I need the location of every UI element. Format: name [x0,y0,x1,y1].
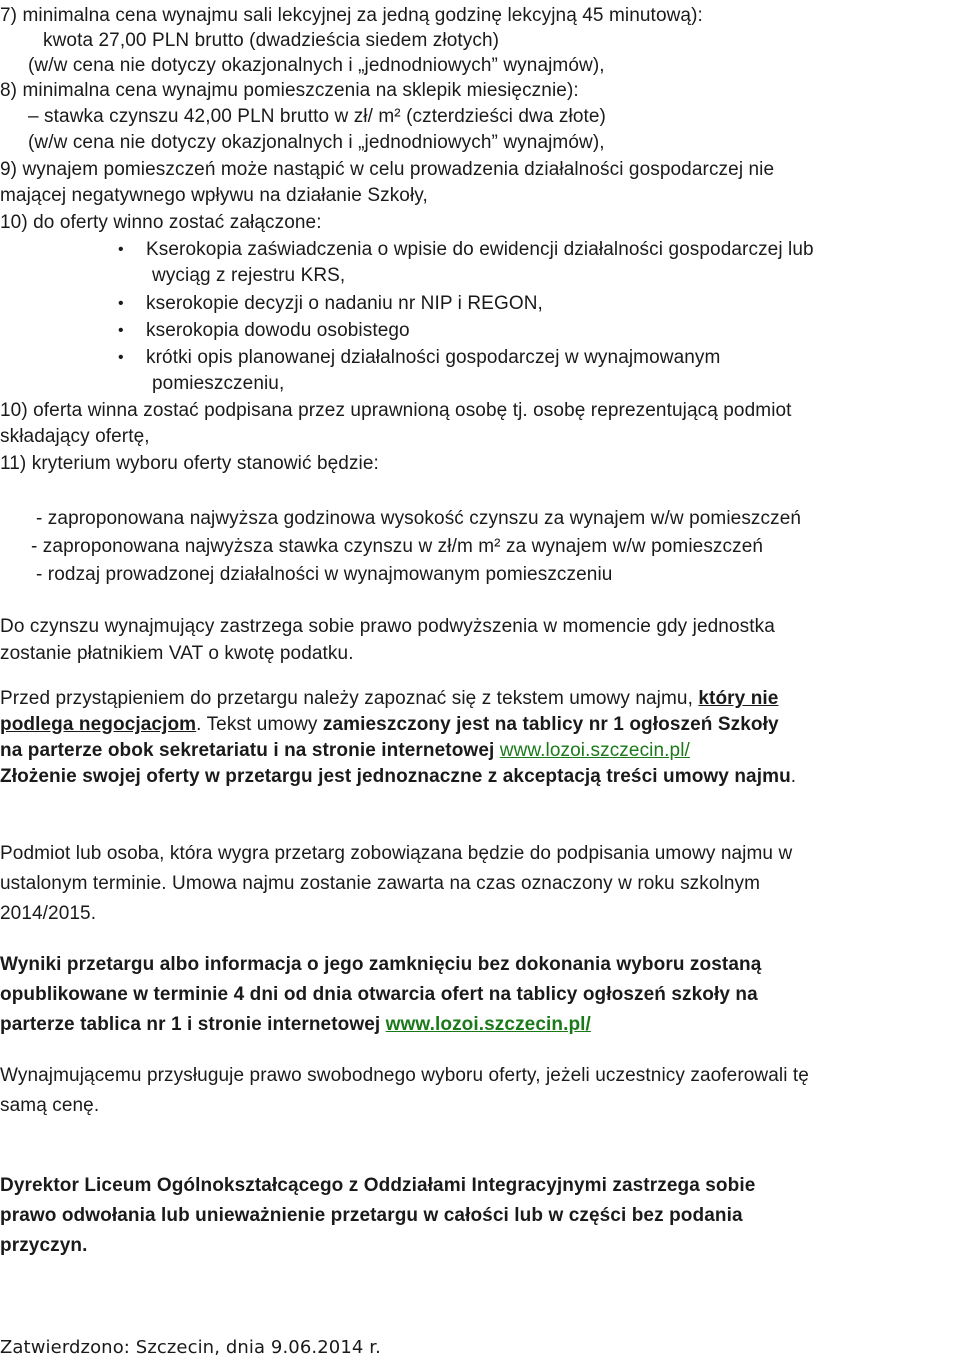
item-10-heading: 10) do oferty winno zostać załączone: [0,212,322,233]
school-website-link[interactable]: www.lozoi.szczecin.pl/ [385,1014,591,1035]
attachment-item: krótki opis planowanej działalności gospodarczej w wynajmowanym [146,347,721,368]
vat-line-2: zostanie płatnikiem VAT o kwotę podatku. [0,643,354,664]
approval-note: Zatwierdzono: Szczecin, dnia 9.06.2014 r. [0,1337,381,1358]
bullet-icon: • [118,241,124,258]
director-line-3: przyczyn. [0,1235,88,1256]
choice-line-2: samą cenę. [0,1095,100,1116]
contract-text: . [790,766,797,787]
contract-bold: zamieszczony jest na tablicy nr 1 ogłoszeń Szkoły [322,714,779,735]
item-7-note: (w/w cena nie dotyczy okazjonalnych i „jednodniowych” wynajmów), [28,55,605,76]
vat-line-1: Do czynszu wynajmujący zastrzega sobie prawo podwyższenia w momencie gdy jednostka [0,616,775,637]
results-line-1: Wyniki przetargu albo informacja o jego zamknięciu bez dokonania wyboru zostaną [0,954,762,975]
contract-bold: na parterze obok sekretariatu i na stronie internetowej [0,740,500,761]
item-8-heading: 8) minimalna cena wynajmu pomieszczenia na sklepik miesięcznie): [0,80,579,101]
bullet-icon: • [118,322,124,339]
school-website-link[interactable]: www.lozoi.szczecin.pl/ [499,740,690,761]
item-8-note: (w/w cena nie dotyczy okazjonalnych i „jednodniowych” wynajmów), [28,132,605,153]
contract-text: Przed przystąpieniem do przetargu należy zapoznać się z tekstem umowy najmu, [0,688,699,709]
attachment-item: kserokopia dowodu osobistego [146,320,410,341]
attachment-item: kserokopie decyzji o nadaniu nr NIP i REGON, [146,293,543,314]
contract-line-4 [0,765,796,789]
contract-line-1 [0,687,778,711]
attachment-item-cont: pomieszczeniu, [152,373,285,394]
contract-emphasis: który nie [698,688,779,709]
results-line-3 [0,1013,591,1037]
item-9-line-2: mającej negatywnego wpływu na działanie Szkoły, [0,185,428,206]
item-7-amount: kwota 27,00 PLN brutto (dwadzieścia siedem złotych) [43,30,500,51]
attachment-item-cont: wyciąg z rejestru KRS, [152,265,346,286]
winner-line-2: ustalonym terminie. Umowa najmu zostanie zawarta na czas oznaczony w roku szkolnym [0,873,761,894]
item-10b-line-2: składający ofertę, [0,426,150,447]
choice-line-1: Wynajmującemu przysługuje prawo swobodnego wyboru oferty, jeżeli uczestnicy zaoferowali tę [0,1065,809,1086]
director-line-2: prawo odwołania lub unieważnienie przetargu w całości lub w części bez podania [0,1205,743,1226]
attachment-item: Kserokopia zaświadczenia o wpisie do ewidencji działalności gospodarczej lub [146,239,814,260]
winner-line-3: 2014/2015. [0,903,97,924]
bullet-icon: • [118,349,124,366]
contract-line-2 [0,713,779,737]
bullet-icon: • [118,295,124,312]
item-11-heading: 11) kryterium wyboru oferty stanowić będzie: [0,453,379,474]
contract-bold: Złożenie swojej oferty w przetargu jest jednoznaczne z akceptacją treści umowy najmu [0,766,791,787]
criterion: - zaproponowana najwyższa godzinowa wysokość czynszu za wynajem w/w pomieszczeń [36,508,802,529]
results-text: parterze tablica nr 1 i stronie internetowej [0,1014,386,1035]
results-line-2: opublikowane w terminie 4 dni od dnia otwarcia ofert na tablicy ogłoszeń szkoły na [0,984,758,1005]
contract-text: . Tekst umowy [196,714,323,735]
criterion: - zaproponowana najwyższa stawka czynszu w zł/m m² za wynajem w/w pomieszczeń [31,536,764,557]
director-line-1: Dyrektor Liceum Ogólnokształcącego z Oddziałami Integracyjnymi zastrzega sobie [0,1175,756,1196]
contract-emphasis: podlega negocjacjom [0,714,197,735]
contract-line-3 [0,739,690,763]
item-7-heading: 7) minimalna cena wynajmu sali lekcyjnej za jedną godzinę lekcyjną 45 minutową): [0,5,703,26]
criterion: - rodzaj prowadzonej działalności w wynajmowanym pomieszczeniu [36,564,613,585]
item-9-line-1: 9) wynajem pomieszczeń może nastąpić w celu prowadzenia działalności gospodarczej nie [0,159,775,180]
winner-line-1: Podmiot lub osoba, która wygra przetarg zobowiązana będzie do podpisania umowy najmu w [0,843,793,864]
item-8-rate: – stawka czynszu 42,00 PLN brutto w zł/ m² (czterdzieści dwa złote) [28,106,606,127]
item-10b-line-1: 10) oferta winna zostać podpisana przez uprawnioną osobę tj. osobę reprezentującą podmiot [0,400,792,421]
